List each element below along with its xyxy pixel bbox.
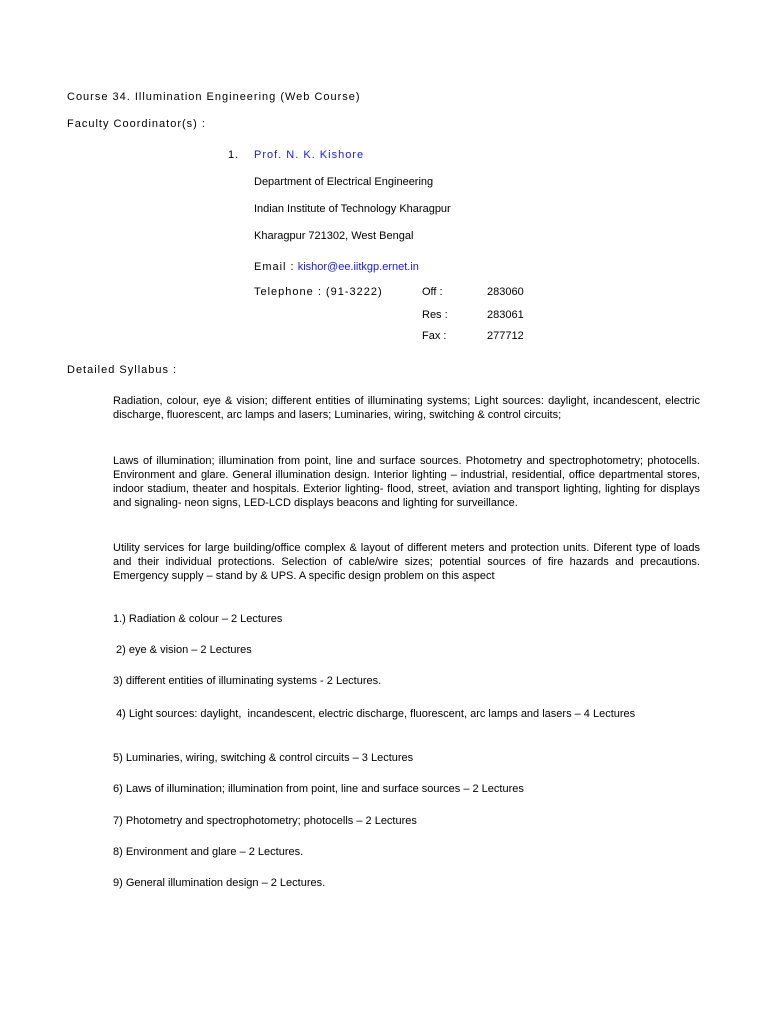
lecture-item: 3) different entities of illuminating systems - 2 Lectures.: [113, 675, 382, 687]
lecture-item: 8) Environment and glare – 2 Lectures.: [113, 846, 304, 858]
phone-res-value: 283061: [487, 309, 524, 321]
syllabus-paragraph: Laws of illumination; illumination from point, line and surface sources. Photometry and spectrophotometry; photocells. Environment and glare. General illumination design. Interior lighting – industrial, residential, office departmental stores, indoor stadium, theater and hospitals. Exterior lighting- flood, street, aviation and transport lighting, lighting for displays and signaling- neon signs, LED-LCD displays beacons and lighting for surveillance.: [113, 455, 700, 509]
email-link[interactable]: kishor@ee.iitkgp.ernet.in: [297, 261, 419, 273]
syllabus-paragraph: Radiation, colour, eye & vision; different entities of illuminating systems; Light sources: daylight, incandescent, electric discharge, fluorescent, arc lamps and lasers; Luminaries, wiring, switching & control circuits;: [113, 395, 700, 421]
lecture-item: 9) General illumination design – 2 Lectures.: [113, 877, 326, 889]
faculty-label: Faculty Coordinator(s) :: [67, 118, 206, 130]
email-row: [254, 261, 419, 273]
lecture-item: 4) Light sources: daylight, incandescent, electric discharge, fluorescent, arc lamps and lasers – 4 Lectures: [113, 708, 636, 720]
phone-office-value: 283060: [487, 286, 524, 298]
coordinator-address: Kharagpur 721302, West Bengal: [254, 230, 414, 242]
telephone-label: Telephone : (91-3222): [254, 286, 383, 298]
coordinator-name-link[interactable]: Prof. N. K. Kishore: [254, 149, 365, 161]
coordinator-number: 1.: [228, 149, 240, 161]
course-title: Course 34. Illumination Engineering (Web Course): [67, 91, 361, 103]
phone-fax-value: 277712: [487, 330, 524, 342]
coordinator-department: Department of Electrical Engineering: [254, 176, 434, 188]
lecture-item: 2) eye & vision – 2 Lectures: [113, 644, 252, 656]
phone-fax-label: Fax :: [422, 330, 447, 342]
email-label: Email :: [254, 261, 295, 273]
lecture-item: 1.) Radiation & colour – 2 Lectures: [113, 613, 283, 625]
syllabus-paragraph: Utility services for large building/office complex & layout of different meters and protection units. Diferent type of loads and their individual protections. Selection of cable/wire sizes; potential sources of fire hazards and precautions. Emergency supply – stand by & UPS. A specific design problem on this aspect: [113, 542, 700, 582]
lecture-item: 7) Photometry and spectrophotometry; photocells – 2 Lectures: [113, 815, 417, 827]
coordinator-institute: Indian Institute of Technology Kharagpur: [254, 203, 451, 215]
lecture-item: 6) Laws of illumination; illumination from point, line and surface sources – 2 Lectures: [113, 783, 524, 795]
phone-office-label: Off :: [422, 286, 443, 298]
phone-res-label: Res :: [422, 309, 448, 321]
syllabus-heading: Detailed Syllabus :: [67, 364, 178, 376]
lecture-item: 5) Luminaries, wiring, switching & control circuits – 3 Lectures: [113, 752, 414, 764]
